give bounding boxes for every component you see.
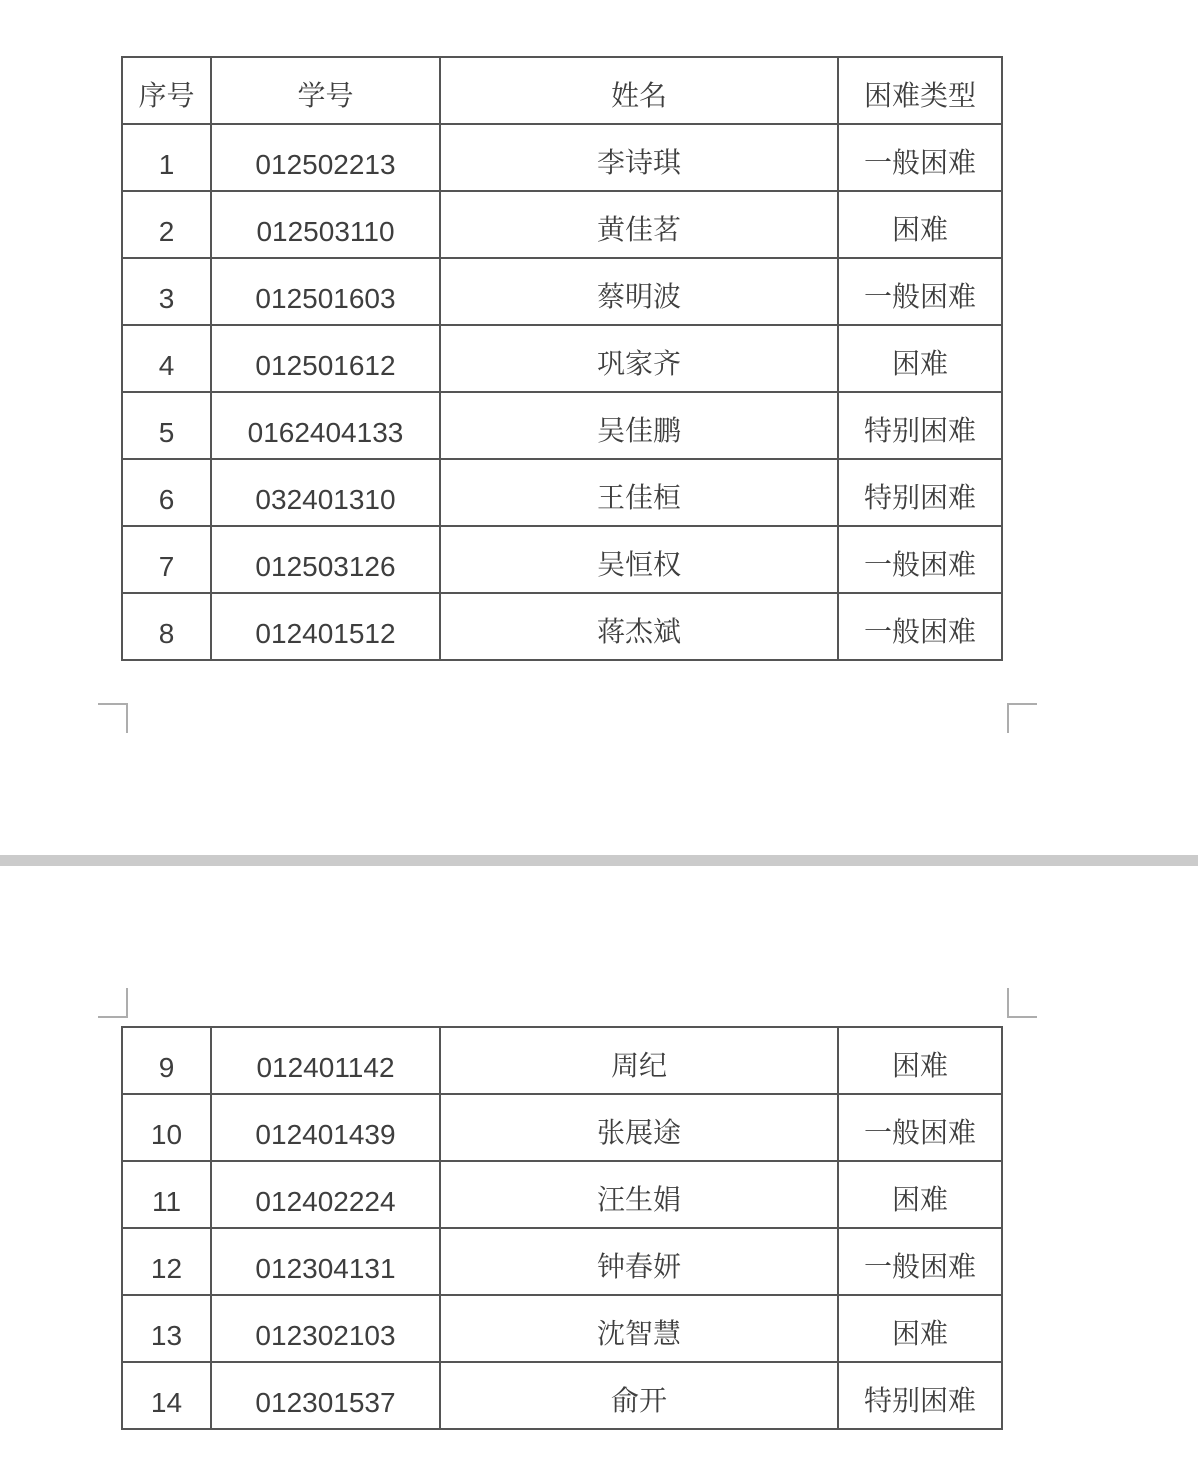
cell-difficulty: 特别困难 — [838, 392, 1002, 459]
cell-difficulty: 一般困难 — [838, 124, 1002, 191]
cell-student-id: 012301537 — [211, 1362, 440, 1429]
cell-difficulty: 一般困难 — [838, 593, 1002, 660]
cell-difficulty: 特别困难 — [838, 1362, 1002, 1429]
table-row — [122, 191, 1002, 258]
table-row — [122, 459, 1002, 526]
table-row — [122, 593, 1002, 660]
header-difficulty: 困难类型 — [838, 57, 1002, 124]
cell-seq: 14 — [122, 1362, 211, 1429]
cell-difficulty: 困难 — [838, 1027, 1002, 1094]
cell-name: 俞开 — [440, 1362, 838, 1429]
cell-student-id: 012302103 — [211, 1295, 440, 1362]
student-roster-table-page-1 — [121, 56, 1003, 661]
cell-seq: 5 — [122, 392, 211, 459]
cell-student-id: 0162404133 — [211, 392, 440, 459]
cell-student-id: 012501612 — [211, 325, 440, 392]
page1-bottom-right-margin-mark — [1007, 703, 1037, 733]
page2-top-left-margin-mark — [98, 988, 128, 1018]
cell-difficulty: 特别困难 — [838, 459, 1002, 526]
table-row — [122, 1228, 1002, 1295]
cell-student-id: 012502213 — [211, 124, 440, 191]
cell-student-id: 012402224 — [211, 1161, 440, 1228]
cell-student-id: 012503110 — [211, 191, 440, 258]
student-roster-table-page-2 — [121, 1026, 1003, 1430]
table-row — [122, 1295, 1002, 1362]
table-row — [122, 1161, 1002, 1228]
header-seq: 序号 — [122, 57, 211, 124]
cell-student-id: 012503126 — [211, 526, 440, 593]
table-row — [122, 325, 1002, 392]
cell-seq: 1 — [122, 124, 211, 191]
cell-name: 黄佳茗 — [440, 191, 838, 258]
cell-name: 蒋杰斌 — [440, 593, 838, 660]
cell-name: 王佳桓 — [440, 459, 838, 526]
table-row — [122, 258, 1002, 325]
cell-name: 钟春妍 — [440, 1228, 838, 1295]
cell-student-id: 012501603 — [211, 258, 440, 325]
cell-name: 沈智慧 — [440, 1295, 838, 1362]
table-row — [122, 392, 1002, 459]
cell-student-id: 032401310 — [211, 459, 440, 526]
cell-student-id: 012401439 — [211, 1094, 440, 1161]
cell-seq: 6 — [122, 459, 211, 526]
cell-name: 周纪 — [440, 1027, 838, 1094]
cell-difficulty: 困难 — [838, 1161, 1002, 1228]
page2-top-right-margin-mark — [1007, 988, 1037, 1018]
cell-name: 巩家齐 — [440, 325, 838, 392]
cell-difficulty: 一般困难 — [838, 1228, 1002, 1295]
page1-bottom-left-margin-mark — [98, 703, 128, 733]
table-row — [122, 1362, 1002, 1429]
cell-difficulty: 一般困难 — [838, 1094, 1002, 1161]
table-row — [122, 526, 1002, 593]
header-student-id: 学号 — [211, 57, 440, 124]
cell-seq: 11 — [122, 1161, 211, 1228]
cell-seq: 10 — [122, 1094, 211, 1161]
cell-name: 张展途 — [440, 1094, 838, 1161]
cell-seq: 2 — [122, 191, 211, 258]
cell-difficulty: 一般困难 — [838, 526, 1002, 593]
cell-name: 汪生娟 — [440, 1161, 838, 1228]
cell-difficulty: 困难 — [838, 1295, 1002, 1362]
cell-difficulty: 困难 — [838, 325, 1002, 392]
cell-seq: 13 — [122, 1295, 211, 1362]
cell-seq: 3 — [122, 258, 211, 325]
cell-seq: 9 — [122, 1027, 211, 1094]
table-row — [122, 1094, 1002, 1161]
cell-name: 吴佳鹏 — [440, 392, 838, 459]
cell-student-id: 012401142 — [211, 1027, 440, 1094]
header-name: 姓名 — [440, 57, 838, 124]
cell-student-id: 012304131 — [211, 1228, 440, 1295]
cell-seq: 8 — [122, 593, 211, 660]
cell-name: 蔡明波 — [440, 258, 838, 325]
table-row — [122, 1027, 1002, 1094]
header-row — [122, 57, 1002, 124]
cell-name: 吴恒权 — [440, 526, 838, 593]
table-row — [122, 124, 1002, 191]
cell-student-id: 012401512 — [211, 593, 440, 660]
cell-difficulty: 一般困难 — [838, 258, 1002, 325]
cell-difficulty: 困难 — [838, 191, 1002, 258]
cell-seq: 4 — [122, 325, 211, 392]
cell-seq: 7 — [122, 526, 211, 593]
cell-seq: 12 — [122, 1228, 211, 1295]
page-divider — [0, 855, 1198, 866]
cell-name: 李诗琪 — [440, 124, 838, 191]
